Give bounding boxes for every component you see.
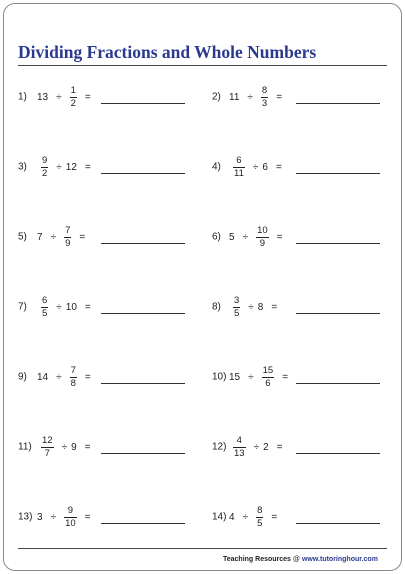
problem-number: 12) <box>212 441 227 453</box>
numerator: 7 <box>65 224 71 236</box>
problem-number: 11) <box>18 441 32 453</box>
problem-expression <box>229 502 281 532</box>
problem-expression <box>37 152 95 182</box>
whole-number: 13 <box>37 91 49 103</box>
problem-number: 8) <box>212 301 221 313</box>
problem-item <box>18 222 187 252</box>
denominator: 9 <box>259 237 265 249</box>
equals-sign: = <box>84 91 91 103</box>
problem-number: 6) <box>212 231 221 243</box>
denominator: 13 <box>234 447 245 459</box>
fraction <box>256 226 269 249</box>
problem-number: 7) <box>18 301 27 313</box>
divide-sign: ÷ <box>252 161 259 173</box>
divide-sign: ÷ <box>242 231 249 243</box>
equals-sign: = <box>276 91 283 103</box>
answer-line[interactable] <box>101 103 185 104</box>
whole-number: 12 <box>65 161 77 173</box>
answer-line[interactable] <box>296 453 380 454</box>
problem-item <box>212 152 382 182</box>
equals-sign: = <box>84 371 91 383</box>
problem-expression <box>37 222 89 252</box>
problem-item <box>18 292 187 322</box>
problem-expression <box>37 82 95 112</box>
denominator: 11 <box>234 167 244 179</box>
denominator: 8 <box>70 377 76 389</box>
answer-line[interactable] <box>101 383 185 384</box>
denominator: 7 <box>44 447 50 459</box>
problem-expression <box>37 292 95 322</box>
top-divider <box>18 65 387 66</box>
fraction <box>70 86 77 109</box>
problem-item <box>18 152 187 182</box>
equals-sign: = <box>84 161 91 173</box>
fraction <box>64 506 77 529</box>
denominator: 5 <box>234 307 240 319</box>
problem-number: 10) <box>212 371 227 383</box>
whole-number: 10 <box>65 301 77 313</box>
denominator: 5 <box>257 517 263 529</box>
equals-sign: = <box>84 301 91 313</box>
equals-sign: = <box>271 511 278 523</box>
denominator: 9 <box>65 237 71 249</box>
problem-expression <box>229 82 286 112</box>
divide-sign: ÷ <box>242 511 249 523</box>
problem-expression <box>37 432 94 462</box>
answer-line[interactable] <box>296 383 380 384</box>
divide-sign: ÷ <box>50 231 57 243</box>
problem-number: 1) <box>18 91 27 103</box>
whole-number: 3 <box>37 511 43 523</box>
fraction <box>41 156 48 179</box>
problem-item <box>212 362 382 392</box>
denominator: 6 <box>265 377 271 389</box>
numerator: 12 <box>42 434 53 446</box>
problem-expression <box>229 362 292 392</box>
fraction <box>41 436 54 459</box>
problem-item <box>212 292 382 322</box>
whole-number: 7 <box>37 231 43 243</box>
whole-number: 8 <box>257 301 264 313</box>
problem-expression <box>37 362 95 392</box>
problem-item <box>212 502 382 532</box>
problem-item <box>18 362 187 392</box>
problem-number: 2) <box>212 91 221 103</box>
problem-expression <box>229 292 281 322</box>
divide-sign: ÷ <box>253 441 260 453</box>
whole-number: 5 <box>229 231 235 243</box>
whole-number: 2 <box>263 441 269 453</box>
problem-item <box>18 432 187 462</box>
problem-item <box>18 82 187 112</box>
footer-label: Teaching Resources <box>223 556 291 563</box>
fraction <box>261 86 268 109</box>
denominator: 5 <box>42 307 48 319</box>
equals-sign: = <box>79 231 86 243</box>
whole-number: 14 <box>37 371 49 383</box>
divide-sign: ÷ <box>61 441 68 453</box>
fraction <box>41 296 48 319</box>
divide-sign: ÷ <box>56 161 62 173</box>
footer <box>223 556 378 563</box>
divide-sign: ÷ <box>248 301 254 313</box>
problem-expression <box>229 432 286 462</box>
numerator: 3 <box>234 294 240 306</box>
problem-number: 13) <box>18 511 33 523</box>
problem-number: 4) <box>212 161 221 173</box>
numerator: 6 <box>236 154 242 166</box>
answer-line[interactable] <box>101 523 185 524</box>
numerator: 8 <box>261 84 268 96</box>
equals-sign: = <box>84 441 91 453</box>
answer-line[interactable] <box>296 523 380 524</box>
answer-line[interactable] <box>101 243 185 244</box>
fraction <box>233 156 245 179</box>
answer-line[interactable] <box>101 453 185 454</box>
fraction <box>64 226 71 249</box>
problem-expression <box>229 152 286 182</box>
numerator: 1 <box>70 84 76 96</box>
whole-number: 9 <box>71 441 77 453</box>
divide-sign: ÷ <box>247 91 253 103</box>
numerator: 6 <box>42 294 48 306</box>
equals-sign: = <box>275 161 282 173</box>
equals-sign: = <box>276 231 283 243</box>
numerator: 7 <box>70 364 76 376</box>
equals-sign: = <box>282 371 289 383</box>
equals-sign: = <box>271 301 278 313</box>
answer-line[interactable] <box>101 173 185 174</box>
fraction <box>256 506 263 529</box>
denominator: 2 <box>42 167 48 179</box>
fraction <box>233 296 240 319</box>
problem-number: 5) <box>18 231 27 243</box>
whole-number: 6 <box>262 161 268 173</box>
problem-item <box>212 222 382 252</box>
worksheet-title: Dividing Fractions and Whole Numbers <box>18 42 317 62</box>
problem-expression <box>229 222 286 252</box>
denominator: 3 <box>261 97 268 109</box>
divide-sign: ÷ <box>50 511 57 523</box>
numerator: 10 <box>257 224 268 236</box>
problem-number: 3) <box>18 161 27 173</box>
divide-sign: ÷ <box>56 301 62 313</box>
numerator: 8 <box>257 504 263 516</box>
answer-line[interactable] <box>296 313 380 314</box>
whole-number: 15 <box>229 371 241 383</box>
problem-item <box>212 432 382 462</box>
equals-sign: = <box>276 441 283 453</box>
fraction <box>70 366 77 389</box>
problem-expression <box>37 502 94 532</box>
divide-sign: ÷ <box>56 91 62 103</box>
problem-number: 9) <box>18 371 27 383</box>
fraction <box>233 436 246 459</box>
answer-line[interactable] <box>296 173 380 174</box>
answer-line[interactable] <box>296 103 380 104</box>
numerator: 4 <box>236 434 242 446</box>
footer-url[interactable]: www.tutoringhour.com <box>301 556 378 563</box>
divide-sign: ÷ <box>248 371 254 383</box>
problem-number: 14) <box>212 511 227 523</box>
problem-item <box>212 82 382 112</box>
divide-sign: ÷ <box>56 371 62 383</box>
whole-number: 11 <box>229 91 240 103</box>
answer-line[interactable] <box>296 243 380 244</box>
numerator: 9 <box>42 154 48 166</box>
numerator: 15 <box>262 364 274 376</box>
numerator: 9 <box>67 504 73 516</box>
denominator: 2 <box>70 97 76 109</box>
answer-line[interactable] <box>101 313 185 314</box>
denominator: 10 <box>65 517 76 529</box>
bottom-divider <box>18 548 387 549</box>
problem-item <box>18 502 187 532</box>
footer-at: @ <box>292 556 301 563</box>
equals-sign: = <box>84 511 91 523</box>
whole-number: 4 <box>229 511 235 523</box>
fraction <box>262 366 275 389</box>
